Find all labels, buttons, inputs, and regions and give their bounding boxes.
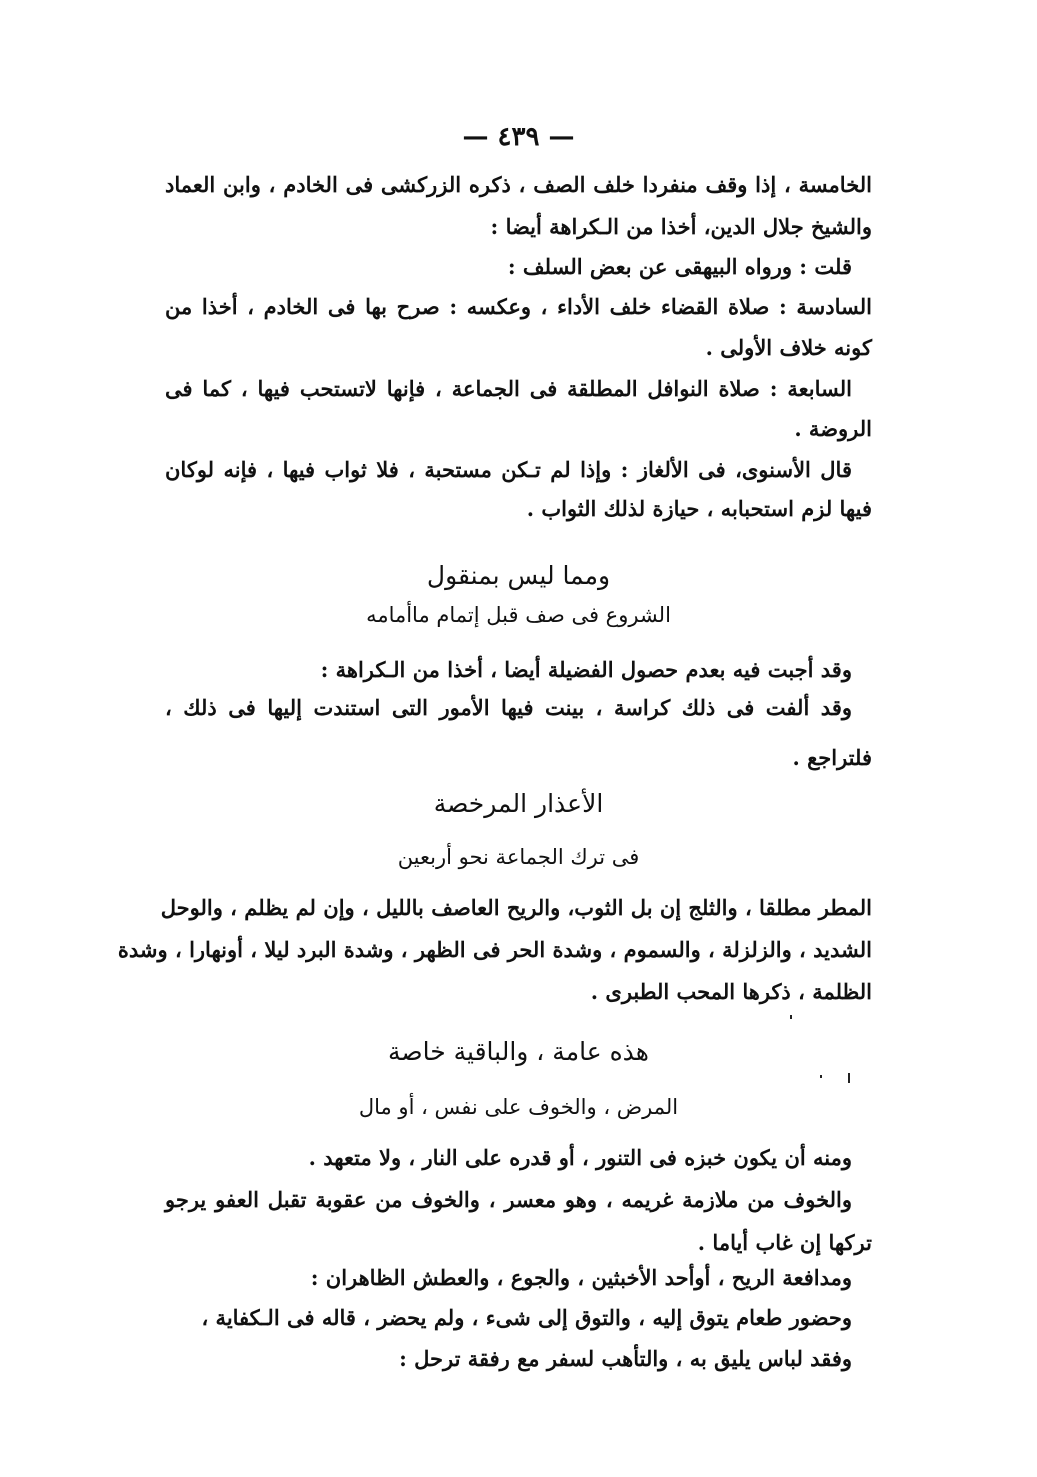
text-line-seventh-2: الروضة . [794, 416, 872, 441]
text-line-food: وحضور طعام يتوق إليه ، والتوق إلى شىء ، ولم يحضر ، قاله فى الـكفاية ، [201, 1305, 852, 1330]
text-line-authored-2: فلتراجع . [792, 745, 872, 770]
text-line-bread: ومنه أن يكون خبزه فى التنور ، أو قدره على النار ، ولا متعهد . [308, 1145, 852, 1170]
text-line-authored-1: وقد ألفت فى ذلك كراسة ، بينت فيها الأمور التى استندت إليها فى ذلك ، [165, 695, 852, 720]
text-line-wind: ومدافعة الريح ، أوأحد الأخبثين ، والجوع ، والعطش الظاهران : [310, 1265, 852, 1290]
text-line-sixth-1: السادسة : صلاة القضاء خلف الأداء ، وعكسه : صرح بها فى الخادم ، أخذا من [165, 294, 872, 319]
text-line-fifth-2: والشيخ جلال الدين، أخذا من الـكراهة أيضا : [490, 214, 872, 239]
subheading-starting-row: الشروع فى صف قبل إتمام ماأمامه [366, 603, 671, 627]
text-line-said: قلت : ورواه البيهقى عن بعض السلف : [507, 254, 852, 279]
text-line-creditor-1: والخوف من ملازمة غريمه ، وهو معسر ، والخوف من عقوبة تقبل العفو يرجو [165, 1187, 852, 1212]
text-line-clothing: وفقد لباس يليق به ، والتأهب لسفر مع رفقة ترحل : [399, 1346, 852, 1371]
text-line-fifth-1: الخامسة ، إذا وقف منفردا خلف الصف ، ذكره الزركشى فى الخادم ، وابن العماد [165, 172, 872, 197]
heading-excuses: الأعذار المرخصة [433, 789, 604, 818]
text-line-rain-2: الشديد ، والزلزلة ، والسموم ، وشدة الحر فى الظهر ، وشدة البرد ليلا ، أونهارا ، وشدة [117, 937, 872, 962]
text-line-rain-3: الظلمة ، ذكرها المحب الطبرى . [590, 979, 872, 1004]
text-line-sixth-2: كونه خلاف الأولى . [705, 335, 872, 360]
text-line-seventh-1: السابعة : صلاة النوافل المطلقة فى الجماعة ، فإنها لاتستحب فيها ، كما فى [165, 376, 852, 401]
subheading-illness-fear: المرض ، والخوف على نفس ، أو مال [358, 1095, 679, 1119]
stray-mark [848, 1073, 850, 1083]
subheading-leaving-congregation: فى ترك الجماعة نحو أربعين [397, 845, 640, 869]
text-line-creditor-2: تركها إن غاب أياما . [697, 1230, 872, 1255]
text-line-rain-1: المطر مطلقا ، والثلج إن بل الثوب، والريح العاصف بالليل ، وإن لم يظلم ، والوحل [160, 895, 872, 920]
heading-not-transmitted: ومما ليس بمنقول [426, 561, 611, 590]
heading-general-specific: هذه عامة ، والباقية خاصة [388, 1037, 649, 1066]
text-line-isnawi-1: قال الأسنوى، فى الألغاز : وإذا لم تـكن مستحبة ، فلا ثواب فيها ، فإنه لوكان [165, 457, 852, 482]
page-number: — ٤٣٩ — [462, 122, 575, 152]
stray-mark [790, 1015, 792, 1019]
text-line-answered: وقد أجبت فيه بعدم حصول الفضيلة أيضا ، أخذا من الـكراهة : [320, 657, 852, 682]
stray-mark [820, 1075, 822, 1078]
text-line-isnawi-2: فيها لزم استحبابه ، حيازة لذلك الثواب . [526, 496, 872, 521]
